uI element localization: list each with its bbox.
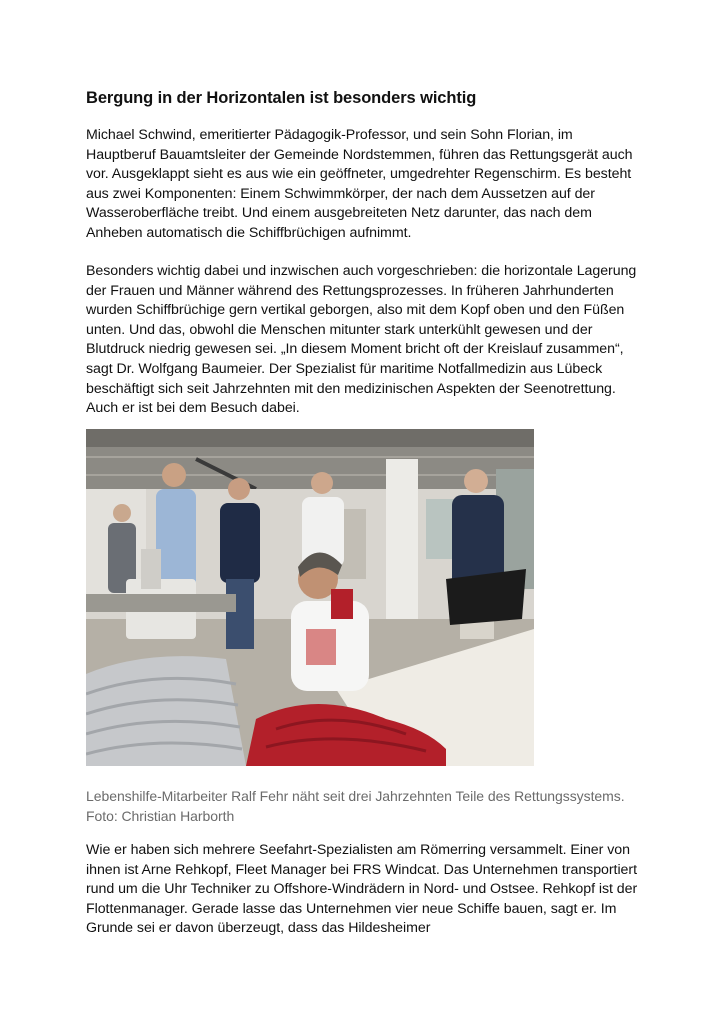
- paragraph-1: Michael Schwind, emeritierter Pädagogik-Professor, und sein Sohn Florian, im Hauptberuf Bauamtsleiter der Gemeinde Nordstemmen, führen das Rettungsgerät auch vor. Ausgeklappt sieht es aus wie ein geöffneter, umgedrehter Regenschirm. Es besteht aus zwei Komponenten: Einem Schwimmkörper, der nach dem Aussetzen auf der Wasseroberfläche treibt. Und einem ausgebreiteten Netz darunter, das nach dem Anheben automatisch die Schiffbrüchigen aufnimmt.: [86, 127, 633, 241]
- article-photo: [86, 429, 534, 766]
- paragraph-3: Wie er haben sich mehrere Seefahrt-Spezialisten am Römerring versammelt. Einer von ihnen ist Arne Rehkopf, Fleet Manager bei FRS Windcat. Das Unternehmen transportiert rund um die Uhr Techniker zu Offshore-Windrädern in Nord- und Ostsee. Rehkopf ist der Flottenmanager. Gerade lasse das Unternehmen vier neue Schiffe bauen, sagt er. Im Grunde sei er davon überzeugt, dass das Hildesheimer: [86, 842, 638, 937]
- article-heading: Bergung in der Horizontalen ist besonders wichtig: [86, 89, 477, 107]
- photo-caption: Lebenshilfe-Mitarbeiter Ralf Fehr näht seit drei Jahrzehnten Teile des Rettungssystems. Foto: Christian Harborth: [86, 788, 625, 824]
- paragraph-2: Besonders wichtig dabei und inzwischen auch vorgeschrieben: die horizontale Lagerung der Frauen und Männer während des Rettungsprozesses. In früheren Jahrhunderten wurden Schiffbrüchige gern vertikal geborgen, also mit dem Kopf oben und den Füßen unten. Und das, obwohl die Menschen mitunter stark unterkühlt gewesen und der Blutdruck niedrig gewesen sei. „In diesem Moment bricht oft der Kreislauf zusammen“, sagt Dr. Wolfgang Baumeier. Der Spezialist für maritime Notfallmedizin aus Lübeck beschäftigt sich seit Jahrzehnten mit den medizinischen Aspekten der Seenotrettung. Auch er ist bei dem Besuch dabei.: [86, 263, 637, 417]
